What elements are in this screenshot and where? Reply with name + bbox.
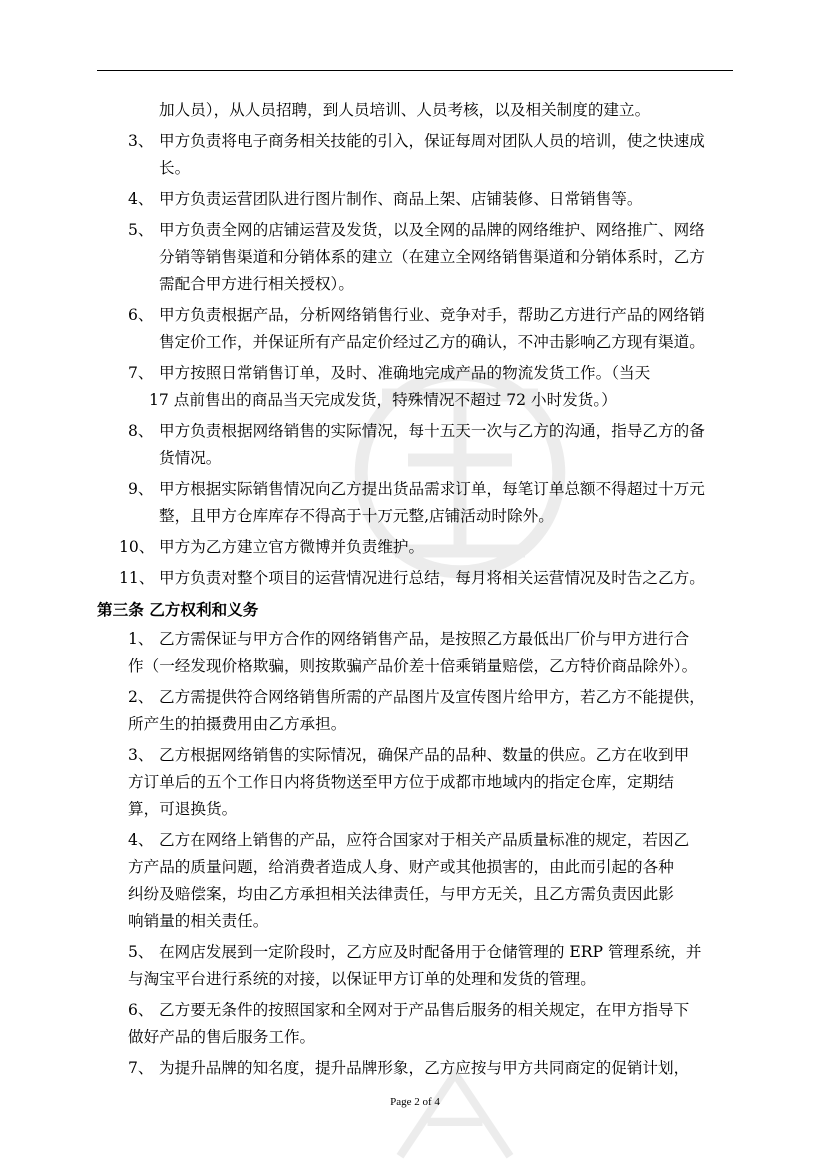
- text-line: [97, 128, 737, 155]
- text-line: 加人员），从人员招聘，到人员培训、人员考核，以及相关制度的建立。: [159, 101, 651, 119]
- text-line: [97, 418, 737, 445]
- header-rule: [97, 70, 733, 71]
- list-item: [97, 186, 737, 213]
- text-line: [97, 742, 737, 769]
- item-text: 甲方按照日常销售订单，及时、准确地完成产品的物流发货工作。（当天: [159, 364, 651, 382]
- item-number: 11、: [119, 569, 155, 587]
- item-text: 乙方在网络上销售的产品，应符合国家对于相关产品质量标准的规定，若因乙: [159, 831, 690, 849]
- list-item: [97, 939, 737, 993]
- text-line: [97, 302, 737, 329]
- item-text: 甲方负责全网的店铺运营及发货，以及全网的品牌的网络维护、网络推广、网络: [159, 221, 705, 239]
- item-number: 9、: [128, 480, 154, 498]
- text-line: 货情况。: [159, 449, 222, 467]
- item-text: 乙方根据网络销售的实际情况，确保产品的品种、数量的供应。乙方在收到甲: [159, 746, 690, 764]
- item-text: 乙方需提供符合网络销售所需的产品图片及宣传图片给甲方，若乙方不能提供，: [159, 688, 705, 706]
- list-item: [97, 565, 737, 592]
- text-line: 所产生的拍摄费用由乙方承担。: [128, 715, 347, 733]
- item-number: 1、: [128, 630, 154, 648]
- list-b: [97, 626, 737, 1082]
- text-line: [97, 186, 737, 213]
- text-line: 算，可退换货。: [128, 800, 238, 818]
- text-line: 做好产品的售后服务工作。: [128, 1028, 316, 1046]
- item-text: 甲方负责将电子商务相关技能的引入，保证每周对团队人员的培训，使之快速成: [159, 132, 705, 150]
- item-text: 在网店发展到一定阶段时，乙方应及时配备用于仓储管理的 ERP 管理系统，并: [159, 943, 702, 961]
- list-item: [97, 997, 737, 1051]
- text-line: [97, 476, 737, 503]
- item-number: 3、: [128, 746, 154, 764]
- text-line: [97, 565, 737, 592]
- text-line: 与淘宝平台进行系统的对接，以保证甲方订单的处理和发货的管理。: [128, 970, 596, 988]
- text-line: [97, 1055, 737, 1082]
- text-line: 售定价工作，并保证所有产品定价经过乙方的确认，不冲击影响乙方现有渠道。: [159, 333, 705, 351]
- item-text: 为提升品牌的知名度，提升品牌形象，乙方应按与甲方共同商定的促销计划，: [159, 1059, 690, 1077]
- item-text: 乙方需保证与甲方合作的网络销售产品，是按照乙方最低出厂价与甲方进行合: [159, 630, 690, 648]
- item-text: 甲方负责根据网络销售的实际情况，每十五天一次与乙方的沟通，指导乙方的备: [159, 422, 705, 440]
- text-line: 作（一经发现价格欺骗，则按欺骗产品价差十倍乘销量赔偿，乙方特价商品除外）。: [128, 657, 698, 675]
- item-number: 10、: [119, 538, 155, 556]
- item-text: 甲方负责对整个项目的运营情况进行总结，每月将相关运营情况及时告之乙方。: [159, 569, 705, 587]
- text-line: [97, 360, 737, 387]
- text-line: 17 点前售出的商品当天完成发货，特殊情况不超过 72 小时发货。）: [149, 391, 617, 409]
- text-line: 纠纷及赔偿案，均由乙方承担相关法律责任，与甲方无关，且乙方需负责因此影: [128, 885, 674, 903]
- item-text: 乙方要无条件的按照国家和全网对于产品售后服务的相关规定，在甲方指导下: [159, 1001, 690, 1019]
- text-line: [97, 626, 737, 653]
- item-text: 甲方为乙方建立官方微博并负责维护。: [159, 538, 425, 556]
- item-number: 7、: [128, 1059, 154, 1077]
- item-number: 3、: [128, 132, 154, 150]
- list-item: [97, 360, 737, 414]
- text-line: 整，且甲方仓库库存不得高于十万元整,店铺活动时除外。: [159, 507, 554, 525]
- text-line: 长。: [159, 159, 191, 177]
- list-item: [97, 742, 737, 823]
- list-item: [97, 217, 737, 298]
- item-number: 6、: [128, 306, 154, 324]
- text-line: 分销等销售渠道和分销体系的建立（在建立全网络销售渠道和分销体系时，乙方: [159, 248, 705, 266]
- text-line: 响销量的相关责任。: [128, 912, 269, 930]
- list-item: [97, 476, 737, 530]
- text-line: [97, 217, 737, 244]
- item-number: 7、: [128, 364, 154, 382]
- item-number: 4、: [128, 190, 154, 208]
- section-heading: 第三条 乙方权利和义务: [97, 600, 259, 619]
- item-text: 甲方负责运营团队进行图片制作、商品上架、店铺装修、日常销售等。: [159, 190, 643, 208]
- text-line: [97, 939, 737, 966]
- list-item: [97, 684, 737, 738]
- item-number: 5、: [128, 943, 154, 961]
- document-body: [97, 97, 737, 1086]
- list-item: [97, 827, 737, 935]
- item-number: 2、: [128, 688, 154, 706]
- item-text: 甲方根据实际销售情况向乙方提出货品需求订单，每笔订单总额不得超过十万元: [159, 480, 705, 498]
- list-item: [97, 418, 737, 472]
- list-a: [97, 97, 737, 592]
- text-line: 需配合甲方进行相关授权）。: [159, 275, 354, 293]
- list-item: [97, 1055, 737, 1082]
- text-line: 方订单后的五个工作日内将货物送至甲方位于成都市地域内的指定仓库，定期结: [128, 773, 674, 791]
- list-item: [97, 302, 737, 356]
- page-footer: Page 2 of 4: [390, 1096, 440, 1108]
- text-line: 方产品的质量问题，给消费者造成人身、财产或其他损害的，由此而引起的各种: [128, 858, 674, 876]
- list-item: [97, 626, 737, 680]
- text-line: [97, 827, 737, 854]
- text-line: [97, 997, 737, 1024]
- item-number: 5、: [128, 221, 154, 239]
- list-item: [97, 97, 737, 124]
- text-line: [97, 684, 737, 711]
- item-text: 甲方负责根据产品，分析网络销售行业、竞争对手，帮助乙方进行产品的网络销: [159, 306, 705, 324]
- list-item: [97, 534, 737, 561]
- item-number: 4、: [128, 831, 154, 849]
- text-line: [97, 534, 737, 561]
- list-item: [97, 128, 737, 182]
- item-number: 8、: [128, 422, 154, 440]
- item-number: 6、: [128, 1001, 154, 1019]
